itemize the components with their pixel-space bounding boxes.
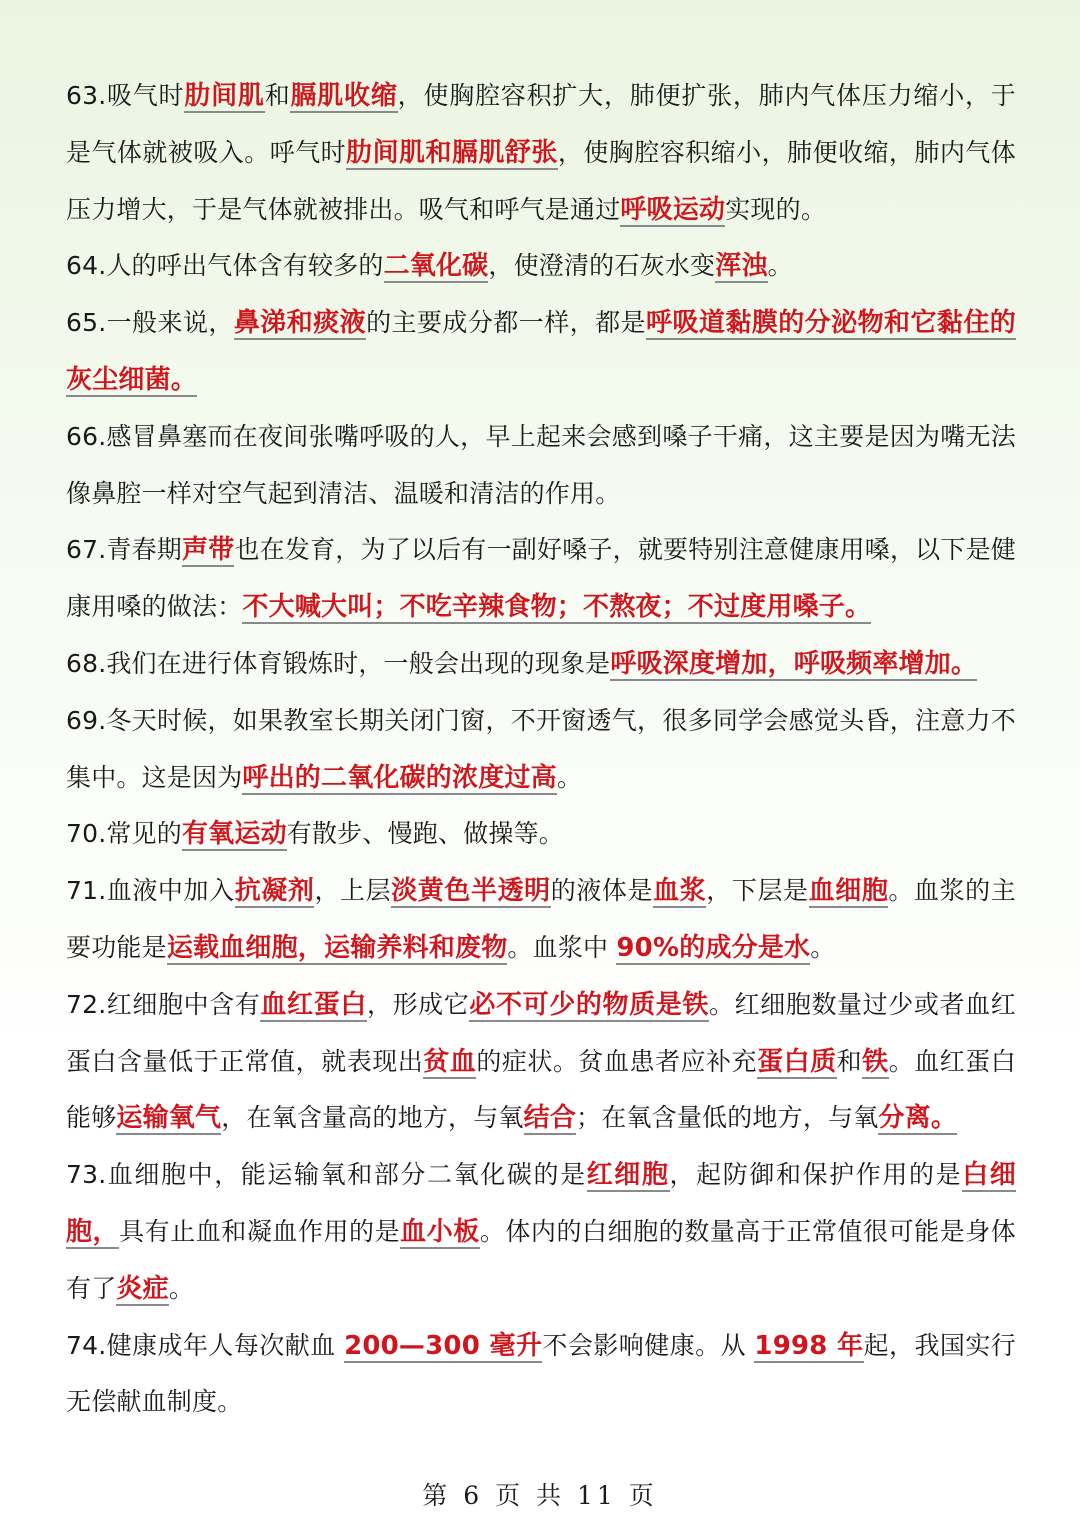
question-item <box>66 1147 1016 1317</box>
answer-highlight: 呼吸深度增加，呼吸频率增加。 <box>610 648 978 679</box>
question-text: 不会影响健康。从 <box>542 1330 755 1360</box>
question-text: 63.吸气时 <box>66 81 185 110</box>
footer-total-pages: 11 <box>576 1481 617 1510</box>
question-text: 的症状。贫血患者应补充 <box>476 1046 758 1076</box>
answer-highlight: 呼吸运动 <box>620 194 726 225</box>
answer-highlight: 呼吸道黏膜的分泌物和它黏住的灰尘细菌。 <box>66 308 1016 395</box>
answer-highlight: 有氧运动 <box>181 819 287 850</box>
question-text: 具有止血和凝血作用的是 <box>119 1216 401 1246</box>
question-text: 有散步、慢跑、做操等。 <box>286 819 564 849</box>
question-item <box>66 693 1016 807</box>
question-item <box>66 977 1016 1147</box>
answer-highlight: 红细胞 <box>586 1160 670 1191</box>
question-text: 。红细胞数量过少或者血红蛋白含量低于正常值，就表现出 <box>66 989 1016 1076</box>
question-text: ，使胸腔容积缩小，肺便收缩，肺内气体压力增大，于是气体就被排出。吸气和呼气是通过 <box>66 137 1016 224</box>
question-text: 64.人的呼出气体含有较多的 <box>66 251 384 281</box>
answer-highlight: 肋间肌和膈肌舒张 <box>346 137 558 168</box>
question-text: 。 <box>556 762 583 792</box>
answer-highlight: 不大喊大叫；不吃辛辣食物；不熬夜；不过度用嗓子。 <box>242 592 872 623</box>
question-item <box>66 522 1016 636</box>
question-item <box>66 295 1016 409</box>
answer-highlight: 铁 <box>862 1046 889 1077</box>
answer-highlight: 血细胞 <box>808 876 889 907</box>
question-text: 72.红细胞中含有 <box>66 989 261 1019</box>
answer-highlight: 运载血细胞，运输养料和废物 <box>166 932 508 963</box>
answer-highlight: 二氧化碳 <box>383 251 489 282</box>
answer-highlight: 抗凝剂 <box>234 876 315 907</box>
question-text: 。血浆的主要功能是 <box>66 876 1016 962</box>
question-text: 65.一般来说， <box>66 308 234 338</box>
question-text: 也在发育，为了以后有一副好嗓子，就要特别注意健康用嗓，以下是健康用嗓的做法： <box>66 535 1017 622</box>
answer-highlight: 浑浊 <box>715 251 768 282</box>
question-text: ，起防御和保护作用的是 <box>669 1160 963 1190</box>
answer-highlight: 蛋白质 <box>757 1046 837 1077</box>
question-item <box>66 863 1016 977</box>
question-text: 。 <box>810 932 836 962</box>
footer-mid: 页 共 <box>495 1481 566 1510</box>
question-text: 。血红蛋白能够 <box>66 1046 1016 1133</box>
answer-highlight: 炎症 <box>116 1273 169 1304</box>
question-text: ；在氧含量低的地方，与氧 <box>576 1103 879 1133</box>
question-text: 71.血液中加入 <box>66 876 235 906</box>
question-text: 的液体是 <box>550 876 654 906</box>
footer-current-page: 6 <box>463 1481 484 1510</box>
answer-highlight: 鼻涕和痰液 <box>233 308 367 339</box>
question-text: 。血浆中 <box>507 932 617 962</box>
question-item <box>66 238 1016 295</box>
question-text: ，形成它 <box>366 989 470 1019</box>
answer-highlight: 呼出的二氧化碳的浓度过高 <box>242 762 557 793</box>
question-text: 66.感冒鼻塞而在夜间张嘴呼吸的人，早上起来会感到嗓子干痛，这主要是因为嘴无法像鼻腔一样对空气起到清洁、温暖和清洁的作用。 <box>66 421 1016 508</box>
question-text: ，使胸腔容积扩大，肺便扩张，肺内气体压力缩小，于是气体就被吸入。呼气时 <box>66 81 1016 167</box>
question-text: ，下层是 <box>706 876 809 906</box>
answer-highlight: 1998 年 <box>754 1330 864 1361</box>
answer-highlight: 淡黄色半透明 <box>391 876 551 907</box>
page-footer <box>0 1476 1080 1512</box>
question-text: 实现的。 <box>725 194 827 224</box>
answer-highlight: 分离。 <box>878 1103 958 1134</box>
answer-highlight: 200—300 毫升 <box>344 1330 543 1361</box>
question-text: 70.常见的 <box>66 819 182 849</box>
answer-highlight: 运输氧气 <box>116 1103 222 1134</box>
question-text: 。 <box>767 251 793 281</box>
answer-highlight: 白细胞， <box>66 1160 1016 1247</box>
question-text: 的主要成分都一样，都是 <box>366 308 646 338</box>
question-text: 68.我们在进行体育锻炼时，一般会出现的现象是 <box>66 648 611 678</box>
question-item <box>66 409 1016 523</box>
question-item <box>66 806 1016 863</box>
question-text: 73.血细胞中，能运输氧和部分二氧化碳的是 <box>66 1160 587 1190</box>
question-text: ，使澄清的石灰水变 <box>488 251 716 281</box>
question-text: 74.健康成年人每次献血 <box>66 1330 345 1360</box>
answer-highlight: 血红蛋白 <box>260 989 367 1020</box>
answer-highlight: 声带 <box>182 535 235 566</box>
answer-highlight: 必不可少的物质是铁 <box>469 989 709 1020</box>
question-text: 和 <box>264 81 291 110</box>
question-text: 。体内的白细胞的数量高于正常值很可能是身体有了 <box>66 1216 1017 1303</box>
question-text: ，在氧含量高的地方，与氧 <box>221 1103 524 1133</box>
question-text: 和 <box>836 1046 863 1076</box>
question-list <box>66 68 1016 1431</box>
answer-highlight: 血浆 <box>653 876 707 907</box>
answer-highlight: 血小板 <box>400 1216 480 1247</box>
question-text: 。 <box>168 1273 195 1303</box>
question-text: 起，我国实行无偿献血制度。 <box>66 1330 1016 1417</box>
answer-highlight: 贫血 <box>423 1046 477 1077</box>
question-text: 69.冬天时候，如果教室长期关闭门窗，不开窗透气，很多同学会感觉头昏，注意力不集中。这是因为 <box>66 705 1016 792</box>
question-text: ，上层 <box>314 876 392 906</box>
answer-highlight: 结合 <box>523 1103 577 1134</box>
footer-prefix: 第 <box>422 1481 452 1510</box>
answer-highlight: 肋间肌 <box>184 81 265 111</box>
question-item <box>66 636 1016 693</box>
footer-suffix: 页 <box>628 1481 658 1510</box>
question-item <box>66 68 1016 238</box>
question-item <box>66 1318 1016 1432</box>
answer-highlight: 膈肌收缩 <box>290 81 398 111</box>
answer-highlight: 90%的成分是水 <box>616 932 811 963</box>
question-text: 67.青春期 <box>66 535 183 565</box>
